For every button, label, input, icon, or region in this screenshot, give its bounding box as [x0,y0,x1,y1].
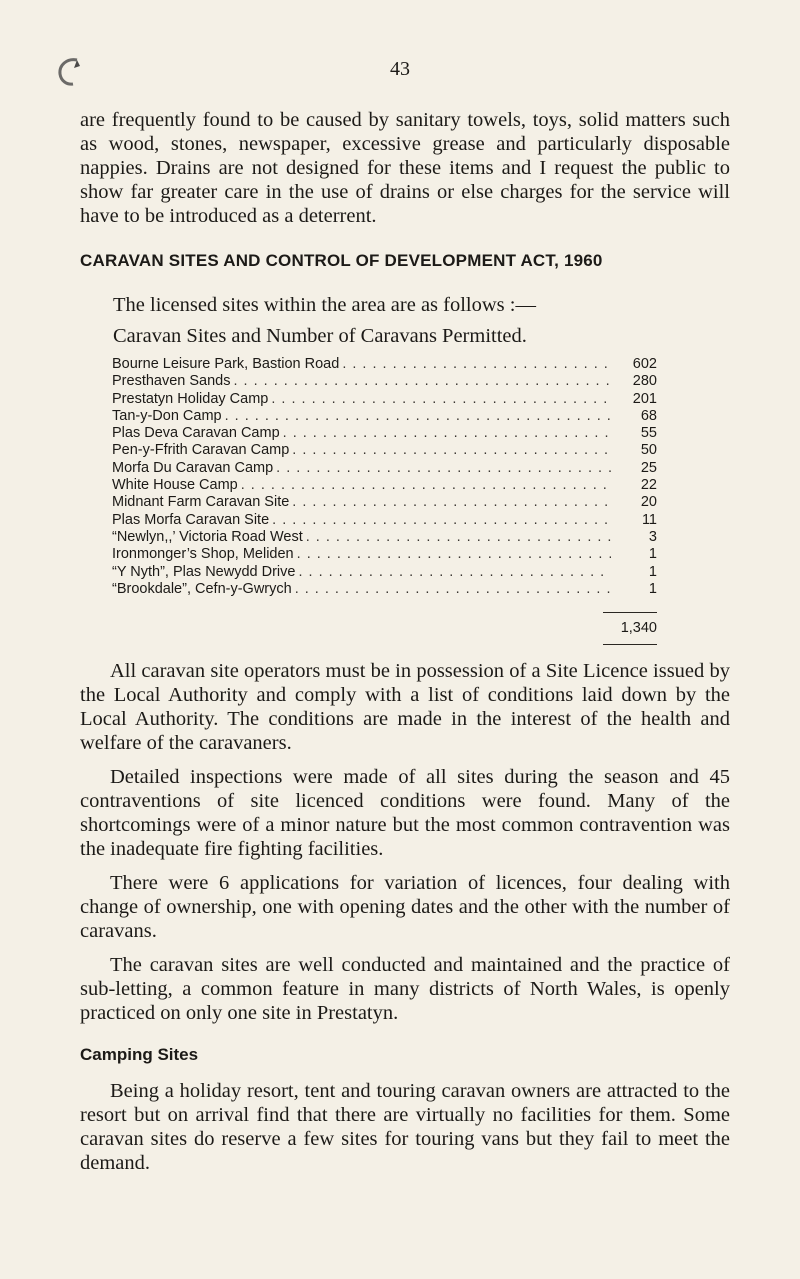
caravan-total-row [80,612,657,645]
site-caravan-count: 602 [632,356,657,372]
intro-paragraph: are frequently found to be caused by sanitary towels, toys, solid matters such as wood, stones, newspaper, excessive grease and particularly disposable nappies. Drains are not designed for these items and I request the public to show far greater care in the use of drains or else charges for the service will have to be introduced as a deterrent. [80,109,730,227]
site-row [112,529,657,546]
site-row [112,425,657,442]
site-row [112,546,657,563]
camping-paragraph: Being a holiday resort, tent and touring caravan owners are attracted to the resort but on arrival find that there are virtually no facilities for them. Some caravan sites do reserve a few sites for touring vans but they fail to meet the demand. [80,1080,730,1175]
dot-leader [303,529,611,546]
site-row [112,512,657,529]
site-caravan-count: 1 [648,580,657,597]
site-caravan-count: 1 [648,563,657,580]
site-name: “Brookdale”, Cefn-y-Gwrych [112,580,292,597]
site-name: Midnant Farm Caravan Site [112,494,290,511]
site-caravan-count: 55 [640,425,657,442]
dot-leader [295,564,611,581]
site-name: “Newlyn,,’ Victoria Road West [112,528,303,545]
site-row [112,477,657,494]
site-name: Pen-y-Ffrith Caravan Camp [112,442,290,459]
site-name: Plas Deva Caravan Camp [112,425,280,442]
caravan-total: 1,340 [603,612,657,645]
dot-leader [292,581,611,598]
site-name: Plas Morfa Caravan Site [112,511,270,528]
site-caravan-count: 20 [640,494,657,511]
licence-paragraph: All caravan site operators must be in possession of a Site Licence issued by the Local Authority and comply with a list of conditions laid down by the Local Authority. The conditions are made in the interest of the health and welfare of the caravaners. [80,660,730,755]
site-name: Presthaven Sands [112,373,231,390]
site-row [112,442,657,459]
camping-section-heading: Camping Sites [80,1045,199,1065]
site-name: Morfa Du Caravan Camp [112,459,274,476]
site-caravan-count: 11 [641,511,657,528]
site-row [112,373,657,390]
sub-letting-paragraph: The caravan sites are well conducted and maintained and the practice of sub-letting, a common feature in many districts of North Wales, is openly practiced on only one site in Prestatyn. [80,954,730,1025]
dot-leader [339,356,611,373]
dot-leader [269,512,611,529]
page-number: 43 [390,58,410,80]
dot-leader [273,460,611,477]
site-row [112,494,657,511]
site-caravan-count: 201 [632,390,657,407]
site-name: Ironmonger’s Shop, Meliden [112,546,294,563]
site-caravan-count: 280 [632,373,657,390]
site-name: Tan-y-Don Camp [112,407,222,424]
dot-leader [268,391,611,408]
site-name: Prestatyn Holiday Camp [112,390,269,407]
site-caravan-count: 50 [640,442,657,459]
site-caravan-count: 25 [640,459,657,476]
applications-paragraph: There were 6 applications for variation of licences, four dealing with change of ownership, one with opening dates and the other with the number of caravans. [80,872,730,943]
dot-leader [222,408,611,425]
site-name: White House Camp [112,477,238,494]
site-row [112,581,657,598]
page-content [80,108,730,1175]
site-row [112,408,657,425]
site-row [112,356,657,373]
caravan-table-title: Caravan Sites and Number of Caravans Permitted. [113,325,527,347]
dot-leader [294,546,611,563]
dot-leader [238,477,611,494]
site-row [112,460,657,477]
caravan-section-heading: CARAVAN SITES AND CONTROL OF DEVELOPMENT ACT, 1960 [80,251,603,270]
site-caravan-count: 3 [648,528,657,545]
site-caravan-count: 1 [648,546,657,563]
dot-leader [231,373,612,390]
site-caravan-count: 22 [640,477,657,494]
site-name: “Y Nyth”, Plas Newydd Drive [112,563,296,580]
site-row [112,391,657,408]
dot-leader [289,442,611,459]
site-caravan-count: 68 [640,407,657,424]
dot-leader [289,494,611,511]
dot-leader [280,425,611,442]
inspection-paragraph: Detailed inspections were made of all sites during the season and 45 contraventions of site licenced conditions were found. Many of the shortcomings were of a minor nature but the most common contravention was the inadequate fire fighting facilities. [80,766,730,861]
site-name: Bourne Leisure Park, Bastion Road [112,356,340,372]
caravan-section-lead: The licensed sites within the area are as follows :— [113,294,536,316]
site-row [112,564,657,581]
caravan-site-list [112,356,657,598]
